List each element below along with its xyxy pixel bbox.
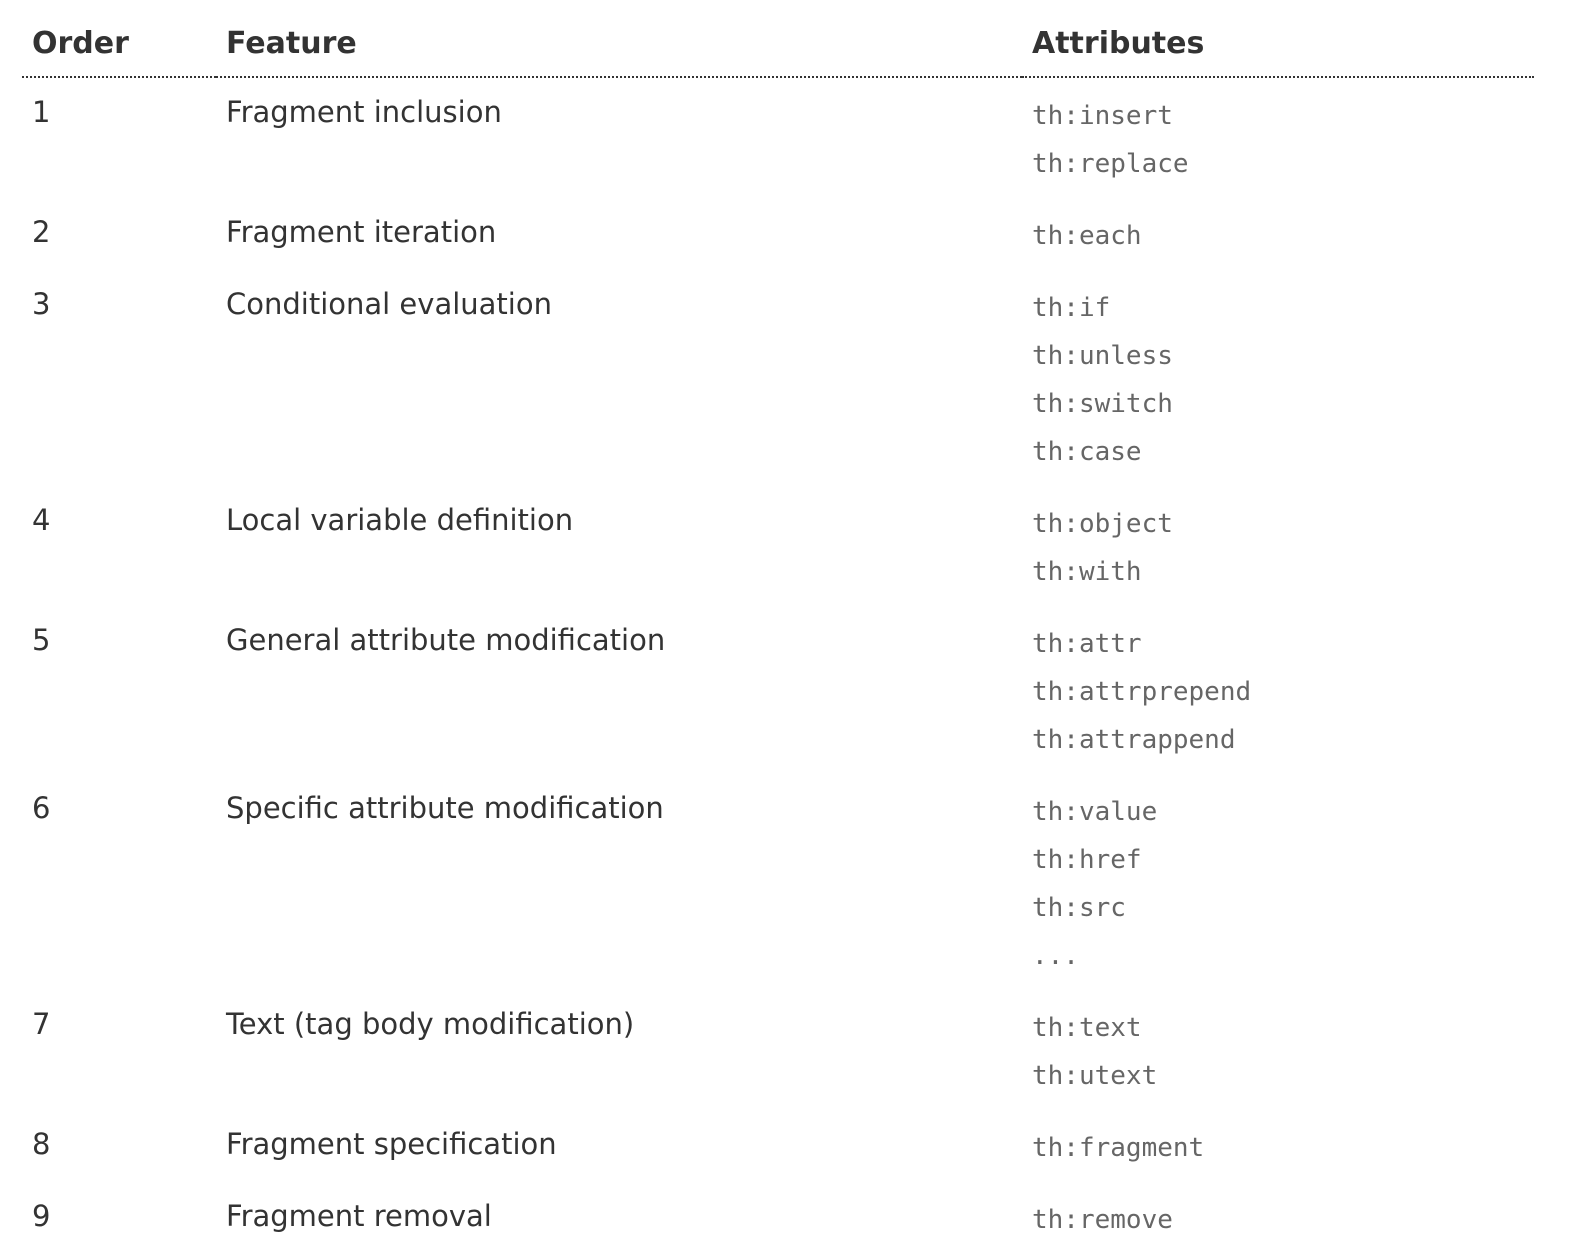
attribute-code: th:src <box>1032 893 1126 923</box>
attribute-code: th:with <box>1032 557 1142 587</box>
feature-cell: General attribute modification <box>226 623 666 657</box>
feature-cell: Specific attribute modification <box>226 791 664 825</box>
table-row <box>22 1110 1534 1182</box>
header-feature: Feature <box>216 14 1022 77</box>
order-cell: 9 <box>32 1199 51 1233</box>
attributes-cell <box>1022 774 1534 990</box>
order-cell: 8 <box>32 1127 51 1161</box>
feature-cell: Conditional evaluation <box>226 287 552 321</box>
table-row <box>22 486 1534 606</box>
header-attributes: Attributes <box>1022 14 1534 77</box>
table-row <box>22 270 1534 486</box>
table-row <box>22 990 1534 1110</box>
attribute-code: th:text <box>1032 1013 1142 1043</box>
attribute-code: th:attrprepend <box>1032 677 1252 707</box>
attribute-code: th:attrappend <box>1032 725 1236 755</box>
order-cell: 6 <box>32 791 51 825</box>
table-body <box>22 77 1534 1254</box>
attribute-code: ... <box>1032 941 1079 971</box>
attribute-code: th:switch <box>1032 389 1173 419</box>
order-cell: 4 <box>32 503 51 537</box>
table-row <box>22 774 1534 990</box>
attribute-code: th:utext <box>1032 1061 1158 1091</box>
attribute-code: th:href <box>1032 845 1142 875</box>
attributes-cell <box>1022 606 1534 774</box>
table-row <box>22 198 1534 270</box>
table-row <box>22 77 1534 198</box>
attribute-code: th:fragment <box>1032 1133 1205 1163</box>
order-cell: 7 <box>32 1007 51 1041</box>
feature-cell: Text (tag body modification) <box>226 1007 635 1041</box>
order-cell: 3 <box>32 287 51 321</box>
attribute-code: th:remove <box>1032 1205 1173 1235</box>
attributes-cell <box>1022 1182 1534 1254</box>
attribute-code: th:value <box>1032 797 1158 827</box>
attributes-cell <box>1022 270 1534 486</box>
feature-cell: Fragment inclusion <box>226 95 502 129</box>
attributes-cell <box>1022 198 1534 270</box>
order-cell: 1 <box>32 95 51 129</box>
order-cell: 5 <box>32 623 51 657</box>
feature-cell: Local variable definition <box>226 503 574 537</box>
attribute-code: th:unless <box>1032 341 1173 371</box>
table-row <box>22 606 1534 774</box>
feature-cell: Fragment removal <box>226 1199 492 1233</box>
attributes-cell <box>1022 1110 1534 1182</box>
attribute-code: th:each <box>1032 221 1142 251</box>
attributes-cell <box>1022 486 1534 606</box>
header-order: Order <box>22 14 216 77</box>
attribute-code: th:replace <box>1032 149 1189 179</box>
header-row <box>22 14 1534 77</box>
order-cell: 2 <box>32 215 51 249</box>
attribute-code: th:object <box>1032 509 1173 539</box>
attribute-code: th:attr <box>1032 629 1142 659</box>
attributes-cell <box>1022 77 1534 198</box>
table-row <box>22 1182 1534 1254</box>
feature-cell: Fragment iteration <box>226 215 497 249</box>
attribute-code: th:case <box>1032 437 1142 467</box>
feature-cell: Fragment specification <box>226 1127 557 1161</box>
attributes-cell <box>1022 990 1534 1110</box>
attribute-precedence-table <box>22 14 1534 1254</box>
attribute-code: th:if <box>1032 293 1111 323</box>
attribute-code: th:insert <box>1032 101 1173 131</box>
